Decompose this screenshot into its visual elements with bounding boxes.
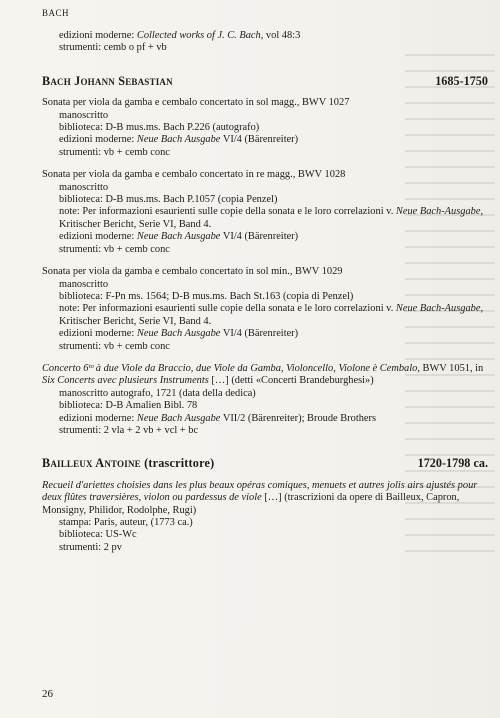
work-instruments: strumenti: vb + cemb conc (59, 340, 170, 352)
work-manuscript: manoscritto (59, 181, 109, 193)
work-instruments: strumenti: vb + cemb conc (59, 146, 170, 158)
work-edition: edizioni moderne: Neue Bach Ausgabe VI/4 (Bärenreiter) (59, 134, 299, 146)
work-title: Sonata per viola da gamba e cembalo concertato in sol magg., BWV 1027 (42, 97, 350, 109)
work-note: note: Per informazioni esaurienti sulle copie della sonata e le loro correlazioni v. Neue Bach-Ausgabe, Kritischer Bericht, Serie VI, Band 4. (59, 303, 484, 327)
work-note: note: Per informazioni esaurienti sulle copie della sonata e le loro correlazioni v. Neue Bach-Ausgabe, Kritischer Bericht, Serie VI, Band 4. (59, 206, 484, 230)
work-title: Recueil d'ariettes choisies dans les plus beaux opéras comiques, menuets et autres jolis airs ajustés pour deux flûtes traversières, violon ou pardessus de viole […] (trascrizioni da opere di Bailleux, Capron, Monsigny, Philidor, Rodolphe, Rugi) (42, 479, 478, 516)
work-edition: edizioni moderne: Neue Bach Ausgabe VI/4 (Bärenreiter) (59, 231, 299, 243)
work-library: biblioteca: US-Wc (59, 529, 137, 541)
work-edition: edizioni moderne: Neue Bach Ausgabe VI/4 (Bärenreiter) (59, 328, 299, 340)
work-instruments: strumenti: vb + cemb conc (59, 243, 170, 255)
composer-dates: 1720-1798 ca. (417, 456, 488, 471)
work-library: biblioteca: D-B mus.ms. Bach P.226 (autografo) (59, 122, 260, 134)
concerto-edition: edizioni moderne: Neue Bach Ausgabe VII/2 (Bärenreiter); Broude Brothers (59, 412, 377, 424)
composer-name: Bailleux Antoine (trascrittore) (42, 456, 215, 471)
composer-dates: 1685-1750 (435, 73, 488, 88)
concerto-library: biblioteca: D-B Amalien Bibl. 78 (59, 400, 198, 412)
work-title: Sonata per viola da gamba e cembalo concertato in sol min., BWV 1029 (42, 266, 343, 278)
concerto-instruments: strumenti: 2 vla + 2 vb + vcl + bc (59, 424, 199, 436)
page-number: 26 (42, 688, 53, 700)
running-head: BACH (42, 8, 70, 18)
work-instruments: strumenti: 2 pv (59, 541, 122, 553)
intro-edition: edizioni moderne: Collected works of J. C. Bach, vol 48:3 (59, 30, 301, 41)
work-library: biblioteca: F-Pn ms. 1564; D-B mus.ms. Bach St.163 (copia di Penzel) (59, 290, 354, 302)
intro-instruments: strumenti: cemb o pf + vb (59, 42, 167, 54)
composer-name: Bach Johann Sebastian (42, 73, 173, 88)
catalog-content (42, 30, 488, 554)
work-manuscript: manoscritto (59, 109, 109, 121)
work-print: stampa: Paris, auteur, (1773 ca.) (59, 517, 193, 528)
composer-heading-bailleux (42, 457, 488, 469)
concerto-manuscript: manoscritto autografo, 1721 (data della dedica) (59, 387, 256, 399)
work-library: biblioteca: D-B mus.ms. Bach P.1057 (copia Penzel) (59, 194, 278, 206)
concerto-title: Concerto 6ᵗᵒ à due Viole da Braccio, due Viole da Gamba, Violoncello, Violone è Cembalo, BWV 1051, in Six Concerts avec plusieurs Instruments […] (detti «Concerti Brandeburghesi») (42, 362, 484, 387)
work-manuscript: manoscritto (59, 278, 109, 290)
work-title: Sonata per viola da gamba e cembalo concertato in re magg., BWV 1028 (42, 169, 346, 181)
composer-heading-bach-js (42, 75, 488, 87)
